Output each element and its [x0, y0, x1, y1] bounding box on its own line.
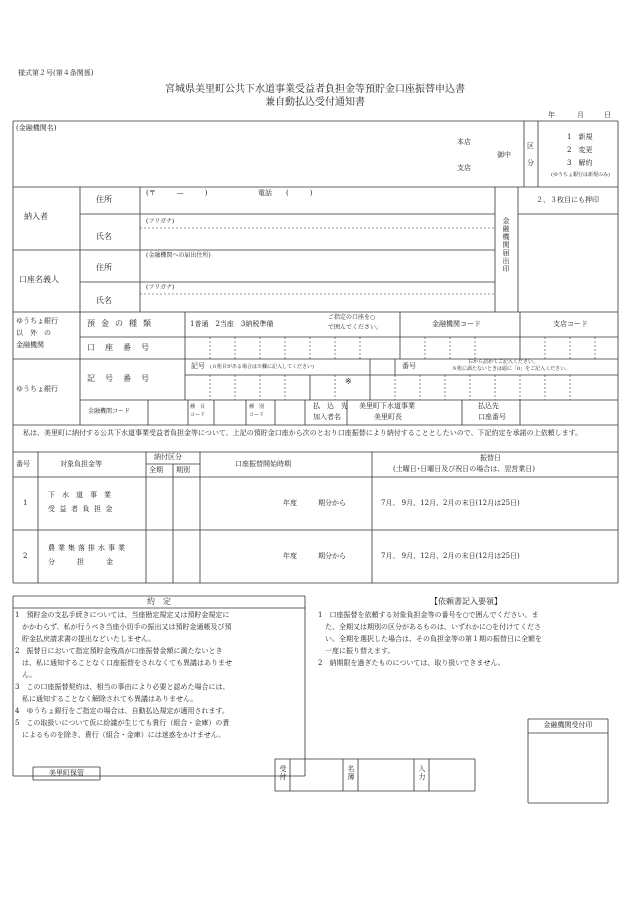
office-entry-label: 入力 [418, 765, 426, 781]
header-number: 番号 [16, 460, 30, 468]
header-transfer-note: (土曜日･日曜日及び祝日の場合は、翌営業日) [393, 465, 535, 473]
agreement-line: 1 預貯金の支払手続きについては、当座勘定規定又は預貯金規定に [15, 611, 230, 619]
bank-code-label: 金融機関コード [432, 320, 481, 328]
bank-name-label: (金融機関名) [16, 124, 57, 132]
instruction-line: た、全期又は期別の区分があるものは、いずれかに○を付けてくださ [318, 623, 542, 631]
keeper-label: 美里町保管 [49, 769, 84, 777]
row-1-transfer-day: 7月、 9月、12月、2月の末日(12月は25日) [381, 499, 520, 507]
number-hint-2: ８桁に満たないときは頭に「0」をご記入ください。 [452, 366, 571, 372]
agreement-title: 約 定 [147, 597, 171, 606]
office-registry-box[interactable] [359, 760, 413, 790]
agreement-line: は、私に通知することなく口座振替をされなくても異議はありませ [15, 659, 232, 667]
form-number: 様式第２号(第４条関係) [18, 69, 94, 77]
holder-furigana: (フリガナ) [146, 284, 175, 291]
row-2-target-line-1: 農業集落排水事業 [48, 544, 128, 552]
symbol-number-label: 記号番号 [87, 374, 159, 383]
header-full-term: 全期 [149, 466, 163, 474]
row-2-start: 年度 期分から [283, 552, 346, 560]
number-hint-1: 右から詰めてご記入ください。 [468, 359, 539, 365]
date-month-label: 月 [577, 111, 584, 119]
yucho-label: ゆうちょ銀行 [16, 385, 58, 393]
branch-code-label: 支店コード [553, 320, 588, 328]
holder-address-field[interactable] [141, 262, 494, 281]
option-note: (ゆうちょ銀行は新規のみ) [551, 172, 610, 178]
agreement-line: 私に通知することなく解除されても異議はありません。 [15, 695, 198, 703]
instruction-line: 2 納期限を過ぎたものについては、取り扱いできません。 [318, 659, 505, 667]
row-2-number[interactable]: 2 [23, 552, 28, 560]
account-number-field[interactable] [186, 338, 399, 358]
branch-code-field[interactable] [521, 338, 617, 358]
payer-label: 納入者 [24, 212, 48, 221]
row-1-full-term-cell[interactable] [147, 478, 172, 529]
payee-label-1: 払 込 先 [313, 402, 348, 410]
deposit-type-options[interactable]: 1普通 2当座 3納税準備 [190, 320, 274, 328]
kubun-label-bottom: 分 [527, 159, 534, 167]
non-yucho-label-1: ゆうちょ銀行 [16, 317, 58, 325]
row-2-transfer-day: 7月、 9月、12月、2月の末日(12月は25日) [381, 552, 520, 560]
header-target: 対象負担金等 [60, 460, 102, 468]
payer-postal: (〒 — ) [146, 189, 208, 197]
payee-label-2: 加入者名 [313, 413, 341, 421]
header-start-time: 口座振替開始時期 [235, 460, 291, 468]
header-transfer-day: 振替日 [480, 454, 501, 462]
deposit-type-label: 預金の種類 [87, 319, 157, 328]
holder-name-field[interactable] [141, 295, 494, 311]
row-2-full-term-cell[interactable] [147, 531, 172, 582]
main-branch-label: 本店 [457, 138, 471, 146]
date-day-label: 日 [604, 111, 611, 119]
agreement-line: 4 ゆうちょ銀行をご指定の場合は、自動払込規定が適用されます。 [15, 707, 229, 715]
receipt-stamp-label: 金融機関受付印 [543, 721, 593, 729]
payer-address-label: 住所 [96, 195, 112, 204]
office-received-label: 受付 [279, 765, 287, 781]
yucho-bank-code-label: 金融機関コード [88, 408, 131, 415]
agreement-line: 2 振替日において指定預貯金残高が口座振替金額に満たないとき [15, 647, 223, 655]
bank-seal-area[interactable] [519, 215, 617, 311]
circle-instruction-2: で囲んでください。 [328, 324, 383, 331]
payer-address-field[interactable] [141, 199, 494, 213]
payer-name-label: 氏名 [96, 232, 112, 241]
holder-name-label: 氏名 [96, 296, 112, 305]
holder-address-label: 住所 [96, 263, 112, 272]
branch-label: 支店 [457, 164, 471, 172]
row-2-per-term-cell[interactable] [174, 531, 199, 582]
bank-code-field[interactable] [401, 338, 519, 358]
date-year-label: 年 [548, 111, 555, 119]
option-change[interactable]: 2 変更 [567, 146, 593, 154]
agreement-line: によるものを除き、貴行（組合・金庫）には迷惑をかけません。 [15, 731, 226, 739]
row-1-per-term-cell[interactable] [174, 478, 199, 529]
agreement-line: 5 この取扱いについて仮に紛議が生じても貴行（組合・金庫）の責 [15, 719, 230, 727]
non-yucho-label-2: 以 外 の [16, 329, 51, 337]
row-1-start: 年度 期分から [283, 499, 346, 507]
row-2-target-line-2: 分担金 [48, 558, 135, 566]
payer-furigana: (フリガナ) [146, 218, 175, 225]
declaration-text: 私は、美里町に納付する公共下水道事業受益者負担金等について、上記の預貯金口座から次のとおり口座振替により納付することとしたいので、下記約定を承諾の上依頼します。 [16, 429, 583, 437]
page-subtitle: 兼自動払込受付通知書 [265, 97, 365, 108]
type-code-label-2: コード [249, 412, 265, 418]
row-1-number[interactable]: 1 [23, 499, 28, 507]
payer-name-field[interactable] [141, 229, 494, 249]
bank-seal-note: ２、３枚目にも押印 [536, 196, 599, 204]
header-period-division: 納付区分 [154, 453, 182, 461]
bank-seal-vertical-label: 金融機関届出印 [502, 217, 510, 273]
payee-name-2: 美里町長 [374, 413, 402, 421]
row-1-target-line-1: 下水道事業 [48, 491, 118, 499]
symbol-hint: (６桁目がある場合は※欄に記入してください) [210, 364, 314, 370]
agreement-line: 貯金払戻請求書の提出などいたしません。 [15, 635, 156, 643]
row-1-target-line-2: 受益者負担金 [48, 505, 117, 513]
payee-account-label-1: 払込先 [478, 402, 499, 410]
number-label: 番号 [402, 362, 416, 370]
symbol-field[interactable] [186, 376, 369, 399]
office-received-box[interactable] [291, 760, 342, 790]
category-code-label-1: 種 目 [190, 404, 206, 410]
page-title: 宮城県美里町公共下水道事業受益者負担金等預貯金口座振替申込書 [165, 84, 465, 95]
yucho-number-field[interactable] [371, 376, 617, 399]
non-yucho-label-3: 金融機関 [16, 341, 44, 349]
kubun-label-top: 区 [527, 142, 534, 150]
option-cancel[interactable]: 3 解約 [567, 159, 593, 167]
agreement-line: かかわらず、私が行うべき当座小切手の振出又は預貯金通帳及び預 [15, 623, 232, 631]
category-code-label-2: コード [190, 412, 206, 418]
agreement-line: 3 この口座振替契約は、相当の事由により必要と認めた場合には、 [15, 683, 230, 691]
receipt-stamp-area[interactable] [529, 734, 607, 802]
holder-address-hint: (金融機関への届出住所) [146, 252, 211, 259]
instruction-line: 一度に振り替えます。 [318, 647, 395, 655]
payer-phone: 電話 ( ) [258, 189, 313, 197]
asterisk-mark: ※ [345, 377, 352, 386]
payee-name-1: 美里町下水道事業 [359, 402, 415, 410]
header-per-term: 期別 [176, 466, 190, 474]
instructions-title: 【依頼書記入要領】 [430, 597, 502, 606]
account-holder-label: 口座名義人 [19, 275, 59, 284]
instruction-line: い。全期を選択した場合は、その負担金等の第１期の振替日に全額を [318, 635, 542, 643]
circle-instruction-1: ご指定の口座を○ [328, 314, 376, 321]
symbol-label: 記号 [191, 362, 205, 370]
office-registry-label: 名簿 [347, 765, 355, 781]
onchu-label: 御中 [497, 151, 511, 159]
option-new[interactable]: 1 新規 [567, 133, 593, 141]
payee-account-label-2: 口座番号 [478, 413, 506, 421]
instruction-line: 1 口座振替を依頼する対象負担金等の番号を○で囲んでください。ま [318, 611, 539, 619]
account-number-label: 口座番号 [87, 343, 159, 352]
office-entry-box[interactable] [430, 760, 474, 790]
agreement-line: ん。 [15, 671, 37, 679]
type-code-label-1: 種 別 [249, 404, 265, 410]
